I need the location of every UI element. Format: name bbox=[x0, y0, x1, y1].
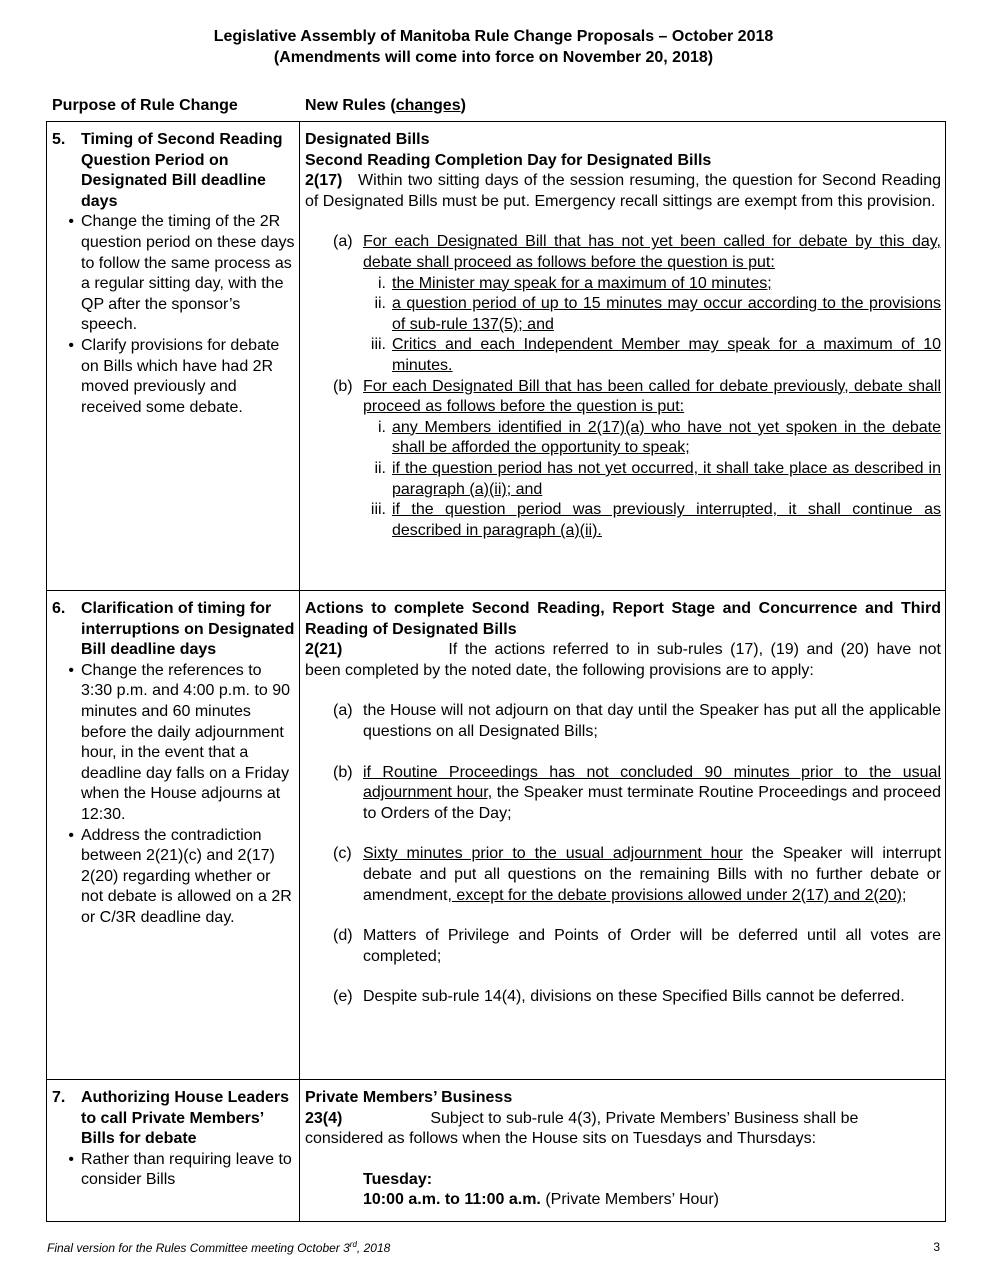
day-label: Tuesday: bbox=[363, 1170, 433, 1188]
item-text: Despite sub-rule 14(4), divisions on these Specified Bills cannot be deferred. bbox=[363, 988, 905, 1006]
item-text bbox=[363, 844, 941, 906]
column-header-new-rules bbox=[305, 97, 466, 115]
sub-label: i. bbox=[378, 418, 386, 436]
purpose-bullets bbox=[52, 212, 295, 418]
rule-text: Within two sitting days of the session resuming, the question for Second Reading of Designated Bills must be put. Emergency recall sittings are exempt from this provision. bbox=[305, 172, 941, 210]
rule-item-c bbox=[333, 844, 941, 906]
item-label: (b) bbox=[333, 763, 353, 781]
rule-item-d bbox=[333, 926, 941, 967]
sub-text: if the question period was previously interrupted, it shall continue as described in paragraph (a)(ii). bbox=[392, 501, 941, 539]
purpose-cell bbox=[47, 591, 300, 1079]
document-title: Legislative Assembly of Manitoba Rule Change Proposals – October 2018 bbox=[213, 28, 774, 45]
bullet-item bbox=[52, 336, 295, 418]
item-label: (a) bbox=[333, 702, 353, 720]
item-number: 7. bbox=[52, 1089, 66, 1106]
sub-text: if the question period has not yet occurred, it shall take place as described in paragraph (a)(ii); and bbox=[392, 459, 941, 498]
underlined-change: Sixty minutes prior to the usual adjournment hour bbox=[363, 845, 743, 863]
bullet-item bbox=[52, 1150, 295, 1191]
sub-label: ii. bbox=[374, 459, 386, 477]
time-note: (Private Members’ Hour) bbox=[540, 1191, 719, 1209]
item-text: For each Designated Bill that has not yet been called for debate by this day, debate shall proceed as follows before the question is put: bbox=[363, 233, 941, 271]
table-row-6 bbox=[47, 591, 945, 1080]
sub-label: iii. bbox=[370, 336, 386, 354]
item-label: (d) bbox=[333, 927, 353, 945]
footer-sup: rd bbox=[349, 1240, 357, 1249]
time-line bbox=[363, 1190, 941, 1211]
item-number: 6. bbox=[52, 600, 66, 617]
footer-text: Final version for the Rules Committee meeting October 3 bbox=[47, 1241, 350, 1255]
sub-item bbox=[363, 274, 941, 295]
time-range: 10:00 a.m. to 11:00 a.m. bbox=[363, 1191, 541, 1209]
purpose-bullets bbox=[52, 1150, 295, 1191]
purpose-bullets bbox=[52, 661, 295, 929]
footer-text: , 2018 bbox=[356, 1241, 391, 1255]
sub-item bbox=[363, 500, 941, 541]
bullet-icon: • bbox=[68, 1150, 74, 1168]
item-label: (a) bbox=[333, 233, 353, 251]
header-changes-underlined: changes bbox=[395, 97, 461, 114]
rule-items bbox=[305, 701, 941, 1008]
bullet-text: Change the timing of the 2R question period on these days to follow the same process as a regular sitting day, with the QP after the sponsor’s speech. bbox=[81, 213, 295, 334]
new-rules-cell bbox=[300, 591, 945, 1079]
header-text: ) bbox=[460, 97, 466, 114]
page-footer bbox=[47, 1240, 940, 1255]
purpose-title: Authorizing House Leaders to call Private Members’ Bills for debate bbox=[81, 1089, 290, 1148]
rule-number: 2(17) bbox=[305, 172, 343, 190]
purpose-title: Clarification of timing for interruptions on Designated Bill deadline days bbox=[81, 600, 295, 659]
footer-note bbox=[47, 1240, 390, 1255]
rule-item-a bbox=[333, 701, 941, 742]
table-row-5 bbox=[47, 122, 945, 591]
purpose-cell bbox=[47, 1080, 300, 1221]
bullet-icon: • bbox=[68, 661, 74, 679]
rule-item-b bbox=[333, 763, 941, 825]
rule-text: Subject to sub-rule 4(3), Private Members’ Business shall be considered as follows when the House sits on Tuesdays and Thursdays: bbox=[305, 1109, 859, 1148]
rule-item-e bbox=[333, 987, 941, 1008]
sub-item bbox=[363, 459, 941, 500]
column-header-purpose: Purpose of Rule Change bbox=[52, 97, 238, 114]
sub-text: Critics and each Independent Member may speak for a maximum of 10 minutes. bbox=[392, 336, 941, 374]
table-row-7 bbox=[47, 1080, 945, 1222]
rule-subheading: Second Reading Completion Day for Designated Bills bbox=[305, 151, 712, 169]
bullet-item bbox=[52, 212, 295, 336]
document-subtitle: (Amendments will come into force on November 20, 2018) bbox=[273, 49, 714, 66]
item-number: 5. bbox=[52, 131, 66, 148]
rule-change-table bbox=[46, 121, 946, 1222]
new-rules-cell bbox=[300, 1080, 945, 1221]
item-text-end: ; bbox=[902, 886, 907, 904]
bullet-text: Address the contradiction between 2(21)(c) and 2(17) 2(20) regarding whether or not debate is allowed on a 2R or C/3R deadline day. bbox=[81, 826, 292, 926]
sub-text: the Minister may speak for a maximum of 10 minutes; bbox=[392, 274, 772, 292]
rule-heading: Private Members’ Business bbox=[305, 1089, 513, 1106]
item-text-mid: the Speaker will interrupt debate and put all questions on the remaining Bills with no further debate or amendment bbox=[363, 845, 942, 904]
rule-paragraph bbox=[305, 171, 941, 212]
bullet-text: Clarify provisions for debate on Bills which have had 2R moved previously and received some debate. bbox=[81, 336, 280, 416]
purpose-title: Timing of Second Reading Question Period on Designated Bill deadline days bbox=[81, 131, 283, 210]
bullet-text: Rather than requiring leave to consider Bills bbox=[81, 1150, 292, 1189]
sub-label: iii. bbox=[370, 501, 386, 519]
bullet-icon: • bbox=[68, 213, 74, 231]
new-rules-cell bbox=[300, 122, 945, 590]
rule-paragraph bbox=[305, 640, 941, 681]
sub-item bbox=[363, 335, 941, 376]
sub-text: a question period of up to 15 minutes may occur according to the provisions of sub-rule 137(5); and bbox=[392, 295, 941, 333]
sub-label: ii. bbox=[374, 295, 386, 313]
purpose-heading bbox=[52, 130, 295, 212]
rule-item-b bbox=[333, 377, 941, 418]
underlined-change: if Routine Proceedings has not concluded 90 minutes prior to the usual adjournment hour, bbox=[363, 763, 941, 802]
purpose-heading bbox=[52, 599, 295, 661]
sub-item bbox=[363, 418, 941, 459]
item-text bbox=[363, 763, 941, 825]
rule-heading: Designated Bills bbox=[305, 131, 430, 148]
header-text: New Rules ( bbox=[305, 97, 396, 114]
bullet-text: Change the references to 3:30 p.m. and 4:00 p.m. to 90 minutes and 60 minutes before the daily adjournment hour, in the event that a deadline day falls on a Friday when the House adjourns at 12:30. bbox=[81, 661, 291, 823]
item-text: Matters of Privilege and Points of Order will be deferred until all votes are completed; bbox=[363, 927, 941, 965]
rule-number: 2(21) bbox=[305, 641, 343, 659]
item-label: (e) bbox=[333, 988, 353, 1006]
item-label: (c) bbox=[333, 845, 352, 863]
bullet-icon: • bbox=[68, 336, 74, 354]
item-text: For each Designated Bill that has been called for debate previously, debate shall proceed as follows before the question is put: bbox=[363, 377, 941, 416]
bullet-item bbox=[52, 661, 295, 826]
underlined-change: , except for the debate provisions allowed under 2(17) and 2(20) bbox=[447, 886, 902, 904]
item-text: the House will not adjourn on that day until the Speaker has put all the applicable questions on all Designated Bills; bbox=[363, 702, 941, 740]
sub-text: any Members identified in 2(17)(a) who have not yet spoken in the debate shall be afforded the opportunity to speak; bbox=[392, 418, 941, 457]
item-label: (b) bbox=[333, 377, 353, 395]
rule-paragraph bbox=[305, 1109, 941, 1150]
page-number: 3 bbox=[933, 1240, 940, 1254]
item-text-rest: the Speaker must terminate Routine Proceedings and proceed to Orders of the Day; bbox=[363, 784, 942, 822]
rule-items bbox=[305, 232, 941, 541]
purpose-heading bbox=[52, 1088, 295, 1150]
sub-item bbox=[363, 294, 941, 335]
rule-heading: Actions to complete Second Reading, Report Stage and Concurrence and Third Reading of Designated Bills bbox=[305, 600, 941, 638]
rule-number: 23(4) bbox=[305, 1109, 343, 1127]
schedule-block bbox=[363, 1170, 941, 1211]
bullet-icon: • bbox=[68, 826, 74, 844]
bullet-item bbox=[52, 826, 295, 929]
rule-text: If the actions referred to in sub-rules (17), (19) and (20) have not been completed by the noted date, the following provisions are to apply: bbox=[305, 641, 941, 679]
rule-item-a bbox=[333, 232, 941, 273]
purpose-cell bbox=[47, 122, 300, 590]
sub-label: i. bbox=[378, 274, 386, 292]
